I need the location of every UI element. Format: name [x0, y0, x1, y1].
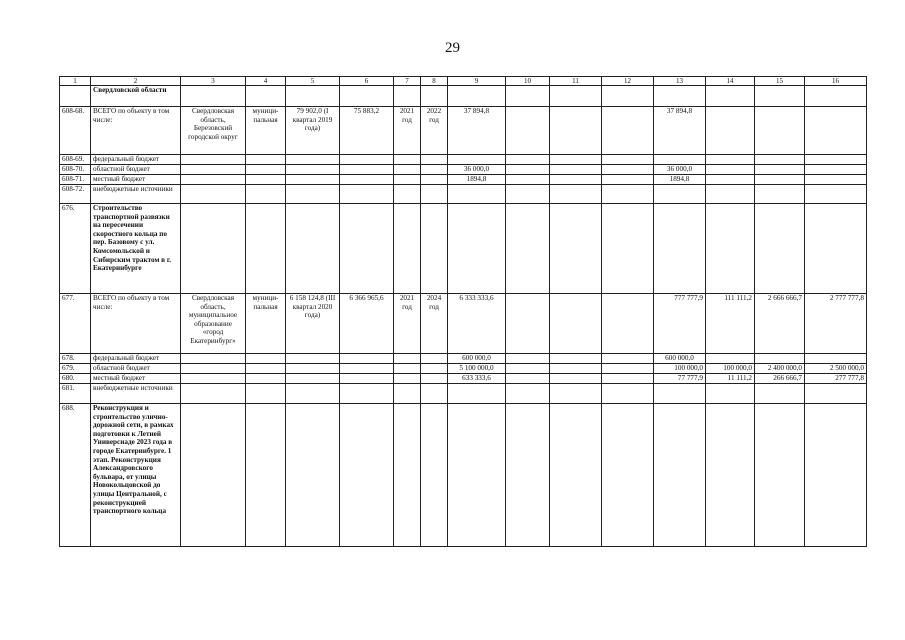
empty-cell — [340, 155, 394, 165]
empty-cell — [805, 155, 867, 165]
empty-cell — [448, 155, 506, 165]
table-row — [60, 175, 867, 185]
ownership-cell: муници-пальная — [246, 294, 286, 354]
empty-cell — [706, 354, 755, 364]
empty-cell — [60, 86, 91, 107]
empty-cell — [421, 384, 448, 404]
empty-cell — [755, 354, 805, 364]
empty-cell — [506, 175, 550, 185]
empty-cell — [394, 374, 421, 384]
row-name: местный бюджет — [91, 175, 181, 185]
row-number: 680. — [60, 374, 91, 384]
empty-cell — [181, 374, 246, 384]
empty-cell — [755, 185, 805, 204]
row-name: внебюджетные источники — [91, 384, 181, 404]
header-cell: 16 — [805, 77, 867, 86]
empty-cell — [706, 107, 755, 155]
empty-cell — [421, 175, 448, 185]
empty-cell — [421, 354, 448, 364]
ownership-cell: муници-пальная — [246, 107, 286, 155]
table-row — [60, 107, 867, 155]
empty-cell — [506, 364, 550, 374]
value-cell: 100 000,0 — [654, 364, 706, 374]
empty-cell — [246, 374, 286, 384]
empty-cell — [550, 374, 602, 384]
value-cell: 277 777,8 — [805, 374, 867, 384]
empty-cell — [550, 354, 602, 364]
empty-cell — [394, 86, 421, 107]
empty-cell — [394, 354, 421, 364]
row-number: 688. — [60, 404, 91, 547]
empty-cell — [506, 185, 550, 204]
empty-cell — [550, 185, 602, 204]
empty-cell — [246, 384, 286, 404]
empty-cell — [550, 86, 602, 107]
location-cell: Свердловская область, муниципальное образование «город Екатеринбург» — [181, 294, 246, 354]
empty-cell — [246, 204, 286, 294]
row-name: внебюджетные источники — [91, 185, 181, 204]
empty-cell — [181, 175, 246, 185]
table-row — [60, 384, 867, 404]
empty-cell — [286, 155, 340, 165]
total-cell: 633 333,6 — [448, 374, 506, 384]
empty-cell — [602, 364, 654, 374]
empty-cell — [394, 204, 421, 294]
empty-cell — [394, 364, 421, 374]
empty-cell — [654, 204, 706, 294]
value-cell: 2 666 666,7 — [755, 294, 805, 354]
empty-cell — [421, 86, 448, 107]
empty-cell — [506, 86, 550, 107]
empty-cell — [421, 404, 448, 547]
empty-cell — [755, 404, 805, 547]
value-cell: 1894,8 — [654, 175, 706, 185]
row-name: местный бюджет — [91, 374, 181, 384]
empty-cell — [181, 364, 246, 374]
header-cell: 2 — [91, 77, 181, 86]
empty-cell — [421, 364, 448, 374]
empty-cell — [602, 175, 654, 185]
empty-cell — [394, 175, 421, 185]
empty-cell — [448, 185, 506, 204]
remaining-cell: 75 883,2 — [340, 107, 394, 155]
header-cell: 14 — [706, 77, 755, 86]
row-number: 677. — [60, 294, 91, 354]
empty-cell — [506, 107, 550, 155]
row-number: 676. — [60, 204, 91, 294]
value-cell: 100 000,0 — [706, 364, 755, 374]
total-cell: 1894,8 — [448, 175, 506, 185]
row-name: федеральный бюджет — [91, 155, 181, 165]
empty-cell — [506, 165, 550, 175]
empty-cell — [340, 384, 394, 404]
empty-cell — [506, 155, 550, 165]
empty-cell — [550, 204, 602, 294]
table-row — [60, 374, 867, 384]
empty-cell — [706, 165, 755, 175]
header-cell: 11 — [550, 77, 602, 86]
cost-cell: 6 158 124,8 (III квартал 2020 года) — [286, 294, 340, 354]
empty-cell — [448, 86, 506, 107]
empty-cell — [286, 165, 340, 175]
end-year-cell: 2024 год — [421, 294, 448, 354]
value-cell: 11 111,2 — [706, 374, 755, 384]
value-cell: 77 777,9 — [654, 374, 706, 384]
header-row — [60, 77, 867, 86]
table-row — [60, 354, 867, 364]
header-cell: 10 — [506, 77, 550, 86]
empty-cell — [602, 204, 654, 294]
empty-cell — [706, 384, 755, 404]
empty-cell — [286, 185, 340, 204]
empty-cell — [340, 404, 394, 547]
empty-cell — [448, 204, 506, 294]
value-cell: 111 111,2 — [706, 294, 755, 354]
header-cell: 12 — [602, 77, 654, 86]
empty-cell — [286, 374, 340, 384]
empty-cell — [181, 185, 246, 204]
empty-cell — [755, 86, 805, 107]
empty-cell — [181, 384, 246, 404]
table-row — [60, 294, 867, 354]
empty-cell — [286, 364, 340, 374]
investment-table — [59, 76, 867, 547]
empty-cell — [286, 354, 340, 364]
page-number: 29 — [445, 40, 460, 56]
region-name: Свердловской области — [91, 86, 181, 107]
empty-cell — [286, 204, 340, 294]
empty-cell — [181, 404, 246, 547]
empty-cell — [394, 384, 421, 404]
table-row — [60, 204, 867, 294]
empty-cell — [755, 384, 805, 404]
empty-cell — [340, 374, 394, 384]
header-cell: 7 — [394, 77, 421, 86]
empty-cell — [181, 354, 246, 364]
header-cell: 9 — [448, 77, 506, 86]
empty-cell — [805, 107, 867, 155]
value-cell: 600 000,0 — [654, 354, 706, 364]
empty-cell — [286, 86, 340, 107]
empty-cell — [421, 165, 448, 175]
total-cell: 600 000,0 — [448, 354, 506, 364]
empty-cell — [286, 384, 340, 404]
empty-cell — [246, 364, 286, 374]
total-cell: 37 894,8 — [448, 107, 506, 155]
empty-cell — [550, 384, 602, 404]
table-row — [60, 86, 867, 107]
empty-cell — [181, 86, 246, 107]
empty-cell — [340, 86, 394, 107]
value-cell: 2 400 000,0 — [755, 364, 805, 374]
empty-cell — [805, 404, 867, 547]
empty-cell — [286, 175, 340, 185]
empty-cell — [394, 404, 421, 547]
empty-cell — [506, 294, 550, 354]
row-name: федеральный бюджет — [91, 354, 181, 364]
empty-cell — [550, 364, 602, 374]
start-year-cell: 2021 год — [394, 107, 421, 155]
empty-cell — [246, 165, 286, 175]
header-cell: 8 — [421, 77, 448, 86]
empty-cell — [421, 374, 448, 384]
empty-cell — [394, 185, 421, 204]
table-row — [60, 364, 867, 374]
empty-cell — [755, 165, 805, 175]
row-number: 608-70. — [60, 165, 91, 175]
row-number: 608-71. — [60, 175, 91, 185]
location-cell: Свердловская область, Березовский городской округ — [181, 107, 246, 155]
table-row — [60, 404, 867, 547]
empty-cell — [654, 384, 706, 404]
empty-cell — [286, 404, 340, 547]
header-cell: 3 — [181, 77, 246, 86]
empty-cell — [602, 86, 654, 107]
empty-cell — [246, 86, 286, 107]
empty-cell — [654, 155, 706, 165]
empty-cell — [550, 294, 602, 354]
empty-cell — [755, 175, 805, 185]
object-title: Строительство транспортной развязки на пересечении скоростного кольца по пер. Базовому с ул. Комсомольской и Сибирским трактом в г. Екатеринбурге — [91, 204, 181, 294]
empty-cell — [340, 354, 394, 364]
row-name: ВСЕГО по объекту в том числе: — [91, 294, 181, 354]
empty-cell — [602, 155, 654, 165]
table-row — [60, 155, 867, 165]
empty-cell — [448, 404, 506, 547]
header-cell: 5 — [286, 77, 340, 86]
empty-cell — [602, 374, 654, 384]
empty-cell — [654, 404, 706, 547]
empty-cell — [706, 86, 755, 107]
empty-cell — [602, 107, 654, 155]
empty-cell — [421, 155, 448, 165]
row-number: 608-68. — [60, 107, 91, 155]
empty-cell — [706, 404, 755, 547]
end-year-cell: 2022 год — [421, 107, 448, 155]
empty-cell — [246, 155, 286, 165]
row-number: 678. — [60, 354, 91, 364]
empty-cell — [706, 204, 755, 294]
empty-cell — [602, 354, 654, 364]
empty-cell — [805, 384, 867, 404]
empty-cell — [805, 204, 867, 294]
empty-cell — [340, 364, 394, 374]
empty-cell — [340, 204, 394, 294]
header-cell: 13 — [654, 77, 706, 86]
row-name: областной бюджет — [91, 364, 181, 374]
empty-cell — [246, 354, 286, 364]
value-cell: 2 777 777,8 — [805, 294, 867, 354]
empty-cell — [805, 165, 867, 175]
empty-cell — [506, 354, 550, 364]
empty-cell — [706, 185, 755, 204]
empty-cell — [340, 165, 394, 175]
empty-cell — [550, 165, 602, 175]
total-cell: 5 100 000,0 — [448, 364, 506, 374]
value-cell: 777 777,9 — [654, 294, 706, 354]
total-cell: 6 333 333,6 — [448, 294, 506, 354]
table-row — [60, 165, 867, 175]
empty-cell — [506, 384, 550, 404]
empty-cell — [246, 175, 286, 185]
empty-cell — [550, 107, 602, 155]
row-number: 608-72. — [60, 185, 91, 204]
empty-cell — [506, 404, 550, 547]
empty-cell — [181, 204, 246, 294]
start-year-cell: 2021 год — [394, 294, 421, 354]
empty-cell — [706, 175, 755, 185]
empty-cell — [550, 155, 602, 165]
empty-cell — [421, 185, 448, 204]
empty-cell — [805, 354, 867, 364]
row-number: 679. — [60, 364, 91, 374]
empty-cell — [448, 384, 506, 404]
header-cell: 6 — [340, 77, 394, 86]
value-cell: 2 500 000,0 — [805, 364, 867, 374]
total-cell: 36 000,0 — [448, 165, 506, 175]
empty-cell — [805, 175, 867, 185]
empty-cell — [340, 175, 394, 185]
empty-cell — [755, 204, 805, 294]
object-title: Реконструкция и строительство улично-дорожной сети, в рамках подготовки к Летней Универсиаде 2023 года в городе Екатеринбурге. 1 этап. Реконструкция Александровского бульвара, от улицы Новокольцовской до улицы Центральной, с реконструкцией транспортного кольца — [91, 404, 181, 547]
empty-cell — [421, 204, 448, 294]
row-number: 681. — [60, 384, 91, 404]
empty-cell — [246, 404, 286, 547]
empty-cell — [550, 404, 602, 547]
empty-cell — [755, 155, 805, 165]
value-cell: 37 894,8 — [654, 107, 706, 155]
empty-cell — [654, 86, 706, 107]
remaining-cell: 6 366 965,6 — [340, 294, 394, 354]
header-cell: 4 — [246, 77, 286, 86]
empty-cell — [340, 185, 394, 204]
empty-cell — [506, 204, 550, 294]
table-row — [60, 185, 867, 204]
empty-cell — [755, 107, 805, 155]
cost-cell: 79 902,0 (I квартал 2019 года) — [286, 107, 340, 155]
empty-cell — [602, 185, 654, 204]
row-name: ВСЕГО по объекту в том числе: — [91, 107, 181, 155]
value-cell: 36 000,0 — [654, 165, 706, 175]
empty-cell — [706, 155, 755, 165]
empty-cell — [246, 185, 286, 204]
empty-cell — [181, 165, 246, 175]
empty-cell — [654, 185, 706, 204]
empty-cell — [805, 185, 867, 204]
value-cell: 266 666,7 — [755, 374, 805, 384]
empty-cell — [394, 155, 421, 165]
empty-cell — [602, 384, 654, 404]
empty-cell — [805, 86, 867, 107]
empty-cell — [550, 175, 602, 185]
empty-cell — [181, 155, 246, 165]
row-name: областной бюджет — [91, 165, 181, 175]
row-number: 608-69. — [60, 155, 91, 165]
empty-cell — [394, 165, 421, 175]
empty-cell — [602, 165, 654, 175]
empty-cell — [602, 404, 654, 547]
empty-cell — [602, 294, 654, 354]
header-cell: 1 — [60, 77, 91, 86]
empty-cell — [506, 374, 550, 384]
header-cell: 15 — [755, 77, 805, 86]
